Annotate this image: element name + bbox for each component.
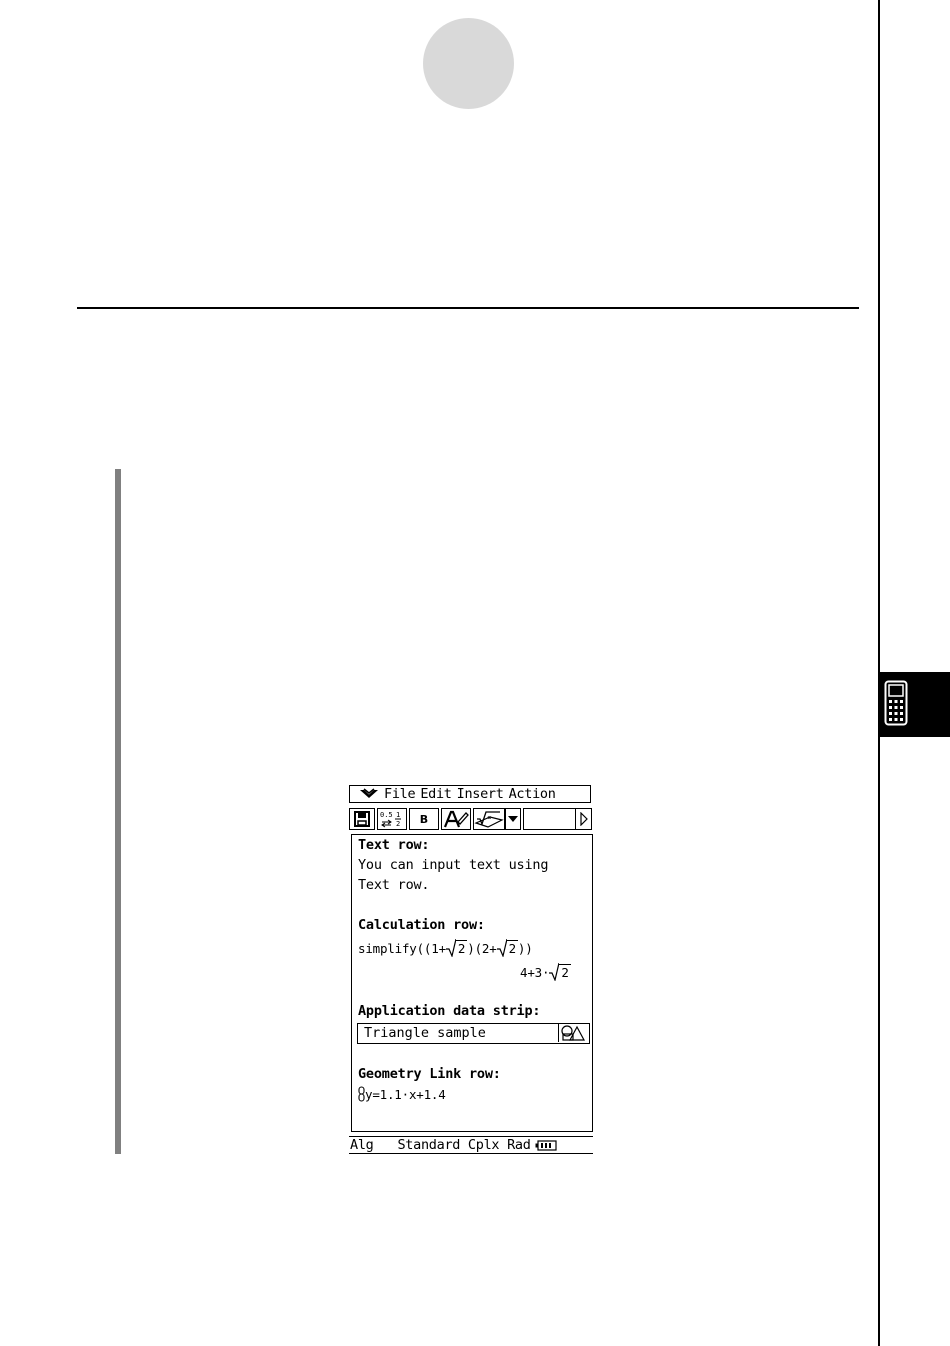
calc-row-result xyxy=(520,963,571,981)
calc-result-prefix: 4+3· xyxy=(520,965,550,980)
chevron-down-icon xyxy=(507,814,519,824)
geometry-icon xyxy=(559,1024,587,1042)
calculator-screen xyxy=(348,784,594,1156)
menu-edit[interactable]: Edit xyxy=(420,786,452,802)
svg-text:∝: ∝ xyxy=(487,813,492,822)
bold-button[interactable]: B xyxy=(409,808,439,830)
status-mode[interactable]: Alg xyxy=(350,1137,374,1153)
sqrt-1 xyxy=(446,939,467,957)
header-rule xyxy=(77,307,859,309)
calc-input-suffix: )) xyxy=(517,941,533,956)
text-row-line-2: Text row. xyxy=(358,877,430,893)
calc-row-heading: Calculation row: xyxy=(358,917,485,933)
calculation-button[interactable] xyxy=(473,808,505,830)
menu-bar xyxy=(349,785,591,803)
sqrt-3-value: 2 xyxy=(561,965,569,980)
calc-input-prefix: simplify((1+ xyxy=(358,941,446,956)
menu-chevron-icon[interactable] xyxy=(358,787,380,801)
status-bar xyxy=(349,1136,593,1154)
calc-row-input[interactable] xyxy=(358,939,533,957)
status-settings[interactable]: Standard Cplx Rad xyxy=(397,1137,531,1153)
side-tab xyxy=(879,672,950,737)
strip-icon-box[interactable] xyxy=(558,1024,589,1042)
fraction-decimal-icon xyxy=(379,810,405,828)
calculator-icon xyxy=(884,680,908,726)
sqrt-1-value: 2 xyxy=(457,941,466,956)
geo-link-expression: y=1.1·x+1.4 xyxy=(365,1087,446,1102)
link-icon xyxy=(358,1086,365,1102)
arrow-right-icon xyxy=(579,812,589,826)
menu-file[interactable]: File xyxy=(384,786,416,802)
sqrt-2 xyxy=(497,939,518,957)
sqrt-3 xyxy=(549,963,570,981)
battery-icon xyxy=(535,1140,557,1151)
chapter-circle xyxy=(423,18,514,109)
save-button[interactable] xyxy=(349,808,375,830)
app-strip-heading: Application data strip: xyxy=(358,1003,541,1019)
sqrt-2-value: 2 xyxy=(508,941,516,956)
menu-insert[interactable]: Insert xyxy=(456,786,504,802)
text-style-button[interactable] xyxy=(441,808,471,830)
toolbar xyxy=(349,808,593,830)
geo-link-row[interactable] xyxy=(358,1086,446,1102)
text-row-heading: Text row: xyxy=(358,837,430,853)
geo-link-heading: Geometry Link row: xyxy=(358,1066,501,1082)
text-row-line-1: You can input text using xyxy=(358,857,549,873)
fraction-decimal-button[interactable] xyxy=(377,808,407,830)
svg-text:2: 2 xyxy=(396,820,401,828)
toolbar-dropdown[interactable] xyxy=(505,808,521,830)
main-application-workarea[interactable] xyxy=(351,834,593,1132)
calc-input-mid: )(2+ xyxy=(467,941,497,956)
calculation-icon xyxy=(474,810,504,828)
svg-text:0.5: 0.5 xyxy=(380,811,393,819)
toolbar-blank xyxy=(523,808,575,830)
svg-text:1: 1 xyxy=(396,811,401,819)
text-style-icon xyxy=(443,810,469,828)
application-data-strip[interactable] xyxy=(357,1023,590,1044)
menu-action[interactable]: Action xyxy=(508,786,556,802)
save-icon xyxy=(354,811,370,827)
step-bar xyxy=(115,469,121,1154)
strip-label: Triangle sample xyxy=(364,1025,486,1041)
toolbar-scroll-button[interactable] xyxy=(575,808,592,830)
